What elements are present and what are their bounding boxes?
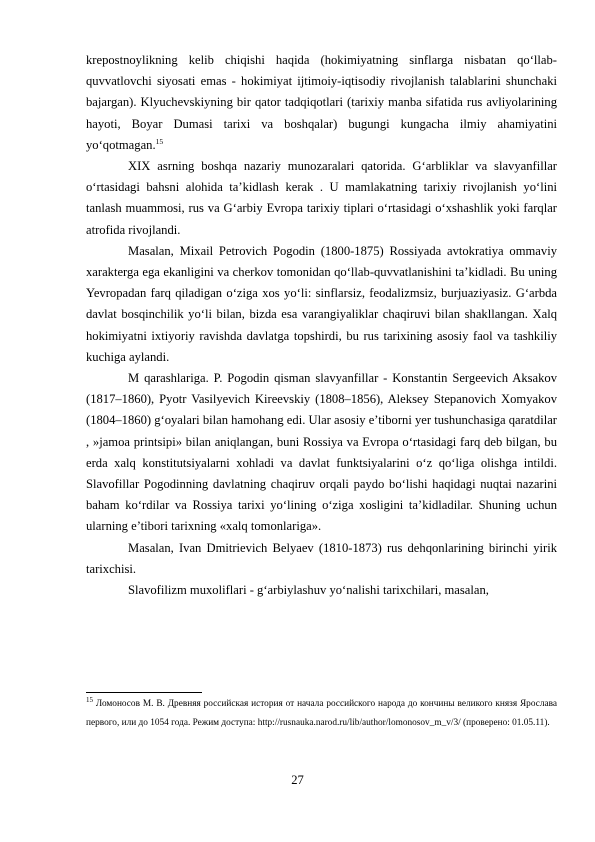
paragraph-4: M qarashlariga. P. Pogodin qisman slavyanfillar - Konstantin Sergeevich Aksakov (1817–1860), Pyotr Vasilyevich Kireevskiy (1808–1856), Aleksey Stepanovich Xomyakov (1804–1860) g‘oyalari bilan hamohang edi. Ular asosiy e’tiborni yer tushunchasiga qaratdilar , »jamoa printsipi» bilan aniqlangan, buni Rossiya va Evropa o‘rtasidagi farq deb bilgan, bu erda xalq konstitutsiyalarni xohladi va davlat funktsiyalarini o‘z qo‘liga olishga intildi. Slavofillar Pogodinning davlatning chaqiruv orqali paydo bo‘lishi haqidagi nuqtai nazarini baham ko‘rdilar va Rossiya tarixi yo‘lining o‘ziga xosligini ta’kidladilar. Shuning uchun ularning e’tibori tarixning «xalq tomonlariga». xyxy=(86,371,557,534)
footnote xyxy=(86,695,557,733)
page-body xyxy=(86,50,557,601)
paragraph-2: XIX asrning boshqa nazariy munozaralari qatorida. G‘arbliklar va slavyanfillar o‘rtasidagi bahsni alohida ta’kidlash kerak . U mamlakatning tarixiy rivojlanish yo‘lini tanlash muammosi, rus va G‘arbiy Evropa tarixiy tiplari o‘rtasidagi o‘xshashlik yoki farqlar atrofida rivojlandi. xyxy=(86,159,557,237)
footnote-number: 15 xyxy=(86,695,93,704)
footnote-reference[interactable]: 15 xyxy=(155,136,164,146)
footnote-separator xyxy=(86,692,202,693)
paragraph-5: Masalan, Ivan Dmitrievich Belyaev (1810-1873) rus dehqonlarining birinchi yirik tarixchisi. xyxy=(86,540,557,576)
paragraph-3: Masalan, Mixail Petrovich Pogodin (1800-1875) Rossiyada avtokratiya ommaviy xarakterga ega ekanligini va cherkov tomonidan qo‘llab-quvvatlanishini ta’kidladi. Bu uning Yevropadan farq qiladigan o‘ziga xos yo‘li: sinflarsiz, feodalizmsiz, burjuaziyasiz. G‘arbda davlat bosqinchilik yo‘li bilan, bizda esa varangiyaliklar chaqiruvi bilan shakllangan. Xalq hokimiyatni ixtiyoriy ravishda davlatga topshirdi, bu rus tarixining asosiy faol va tashkiliy kuchiga aylandi. xyxy=(86,243,557,364)
page-number: 27 xyxy=(291,773,304,787)
paragraph-1-text: krepostnoylikning kelib chiqishi haqida (hokimiyatning sinflarga nisbatan qo‘llab-quvvatlovchi siyosati emas - hokimiyat ijtimoiy-iqtisodiy rivojlanish talablarini shunchaki bajargan). Klyuchevskiyning bir qator tadqiqotlari (tarixiy manba sifatida rus avliyolarining hayoti, Boyar Dumasi tarixi va boshqalar) bugungi kungacha ilmiy ahamiyatini yo‘qotmagan. xyxy=(86,53,557,152)
paragraph-6: Slavofilizm muxoliflari - g‘arbiylashuv yo‘nalishi tarixchilari, masalan, xyxy=(128,583,489,598)
footnote-text: Ломоносов М. В. Древняя российская история от начала российского народа до кончины великого князя Ярослава первого, или до 1054 года. Режим доступа: http://rusnauka.narod.ru/lib/author/lomonosov_m_v/3/ (проверено: 01.05.11). xyxy=(86,699,557,728)
paragraph-1 xyxy=(86,50,557,156)
